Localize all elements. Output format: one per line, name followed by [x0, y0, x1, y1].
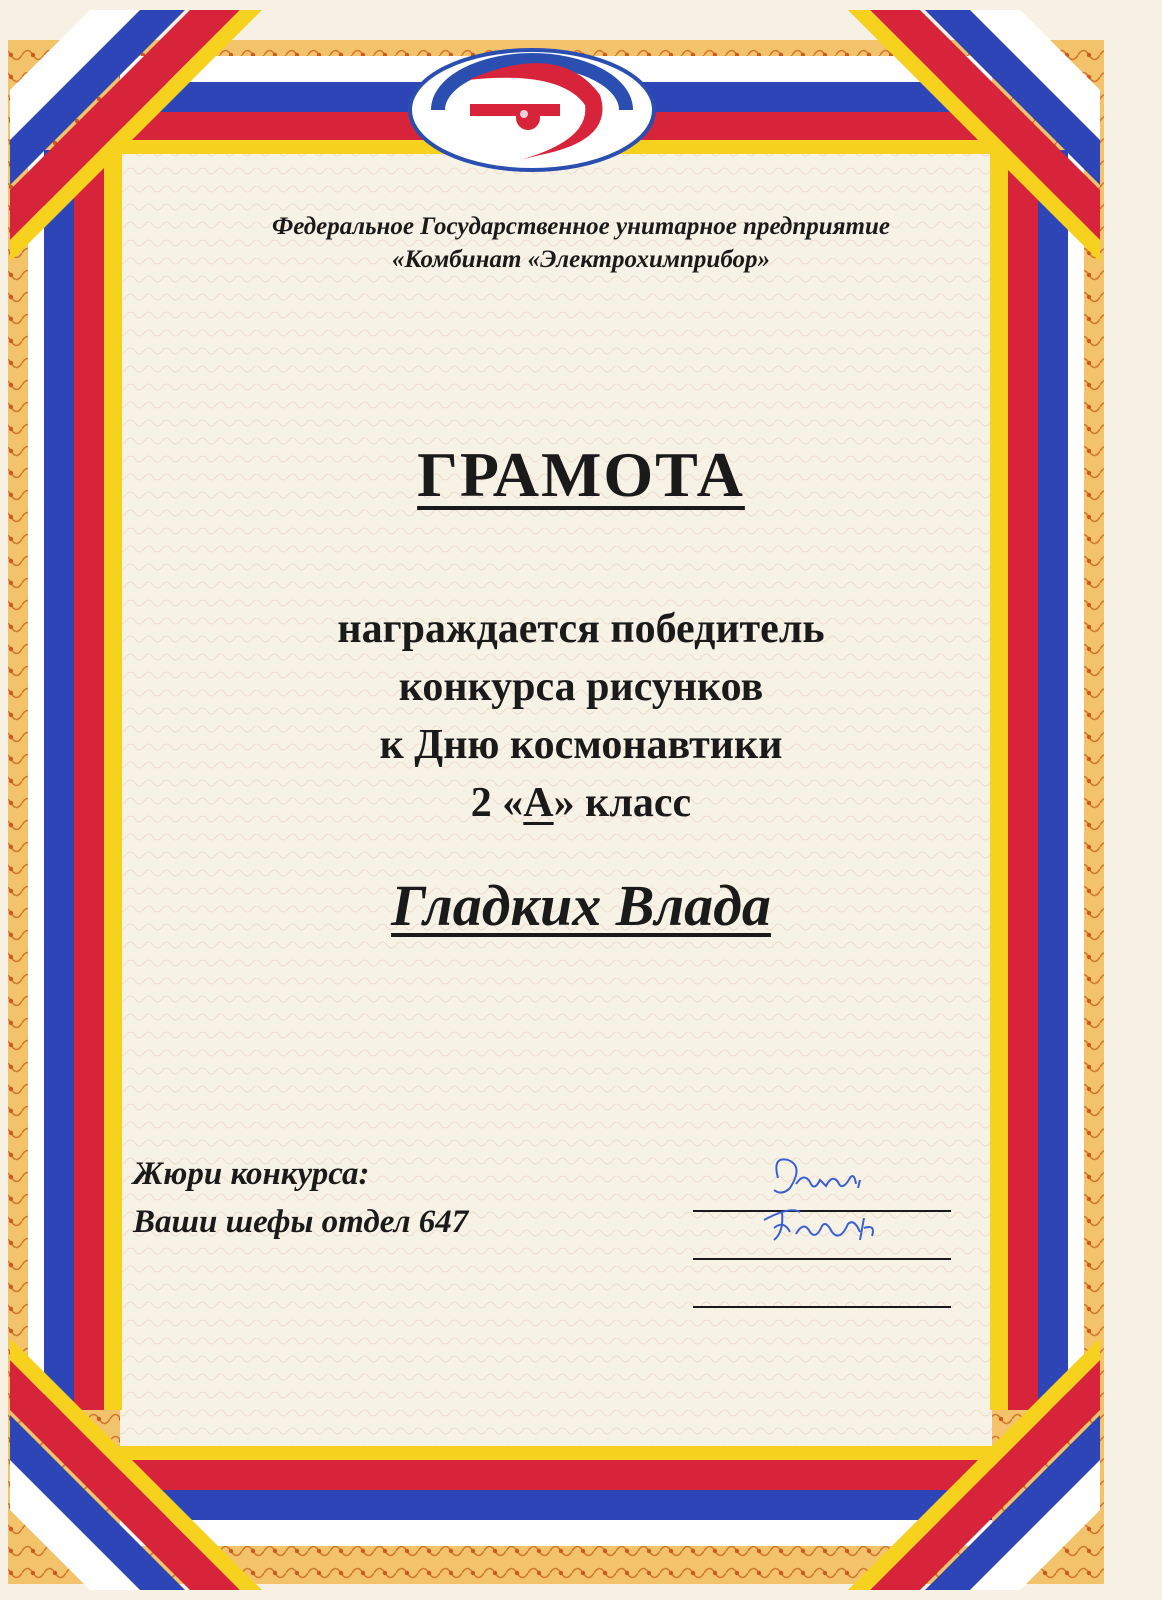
- signature-line-2: [693, 1258, 951, 1260]
- organization-header: [0, 210, 1162, 276]
- recipient-name: Гладких Влада: [391, 873, 771, 938]
- jury-block: [133, 1150, 468, 1246]
- title-text: ГРАМОТА: [417, 439, 745, 510]
- class-number: 2: [470, 780, 492, 826]
- certificate-title: [0, 438, 1162, 512]
- organization-line-1: Федеральное Государственное унитарное предприятие: [272, 213, 890, 240]
- award-line-2: конкурса рисунков: [398, 664, 764, 710]
- recipient: [0, 872, 1162, 939]
- signature-2: [764, 1210, 873, 1240]
- organization-line-2: «Комбинат «Электрохимприбор»: [392, 246, 770, 273]
- award-text: [0, 600, 1162, 832]
- class-close-quote: »: [553, 780, 575, 826]
- award-line-3: к Дню космонавтики: [379, 722, 783, 768]
- class-open-quote: «: [502, 780, 524, 826]
- class-line: [0, 774, 1162, 832]
- company-logo: [410, 50, 654, 170]
- handwritten-signatures: [760, 1148, 900, 1258]
- jury-label: Жюри конкурса:: [133, 1156, 370, 1192]
- class-letter: А: [523, 780, 554, 826]
- signature-1: [774, 1159, 860, 1192]
- award-line-1: награждается победитель: [337, 606, 825, 652]
- jury-value: Ваши шефы отдел 647: [133, 1204, 469, 1240]
- class-word: класс: [585, 780, 692, 826]
- signature-line-3: [693, 1306, 951, 1308]
